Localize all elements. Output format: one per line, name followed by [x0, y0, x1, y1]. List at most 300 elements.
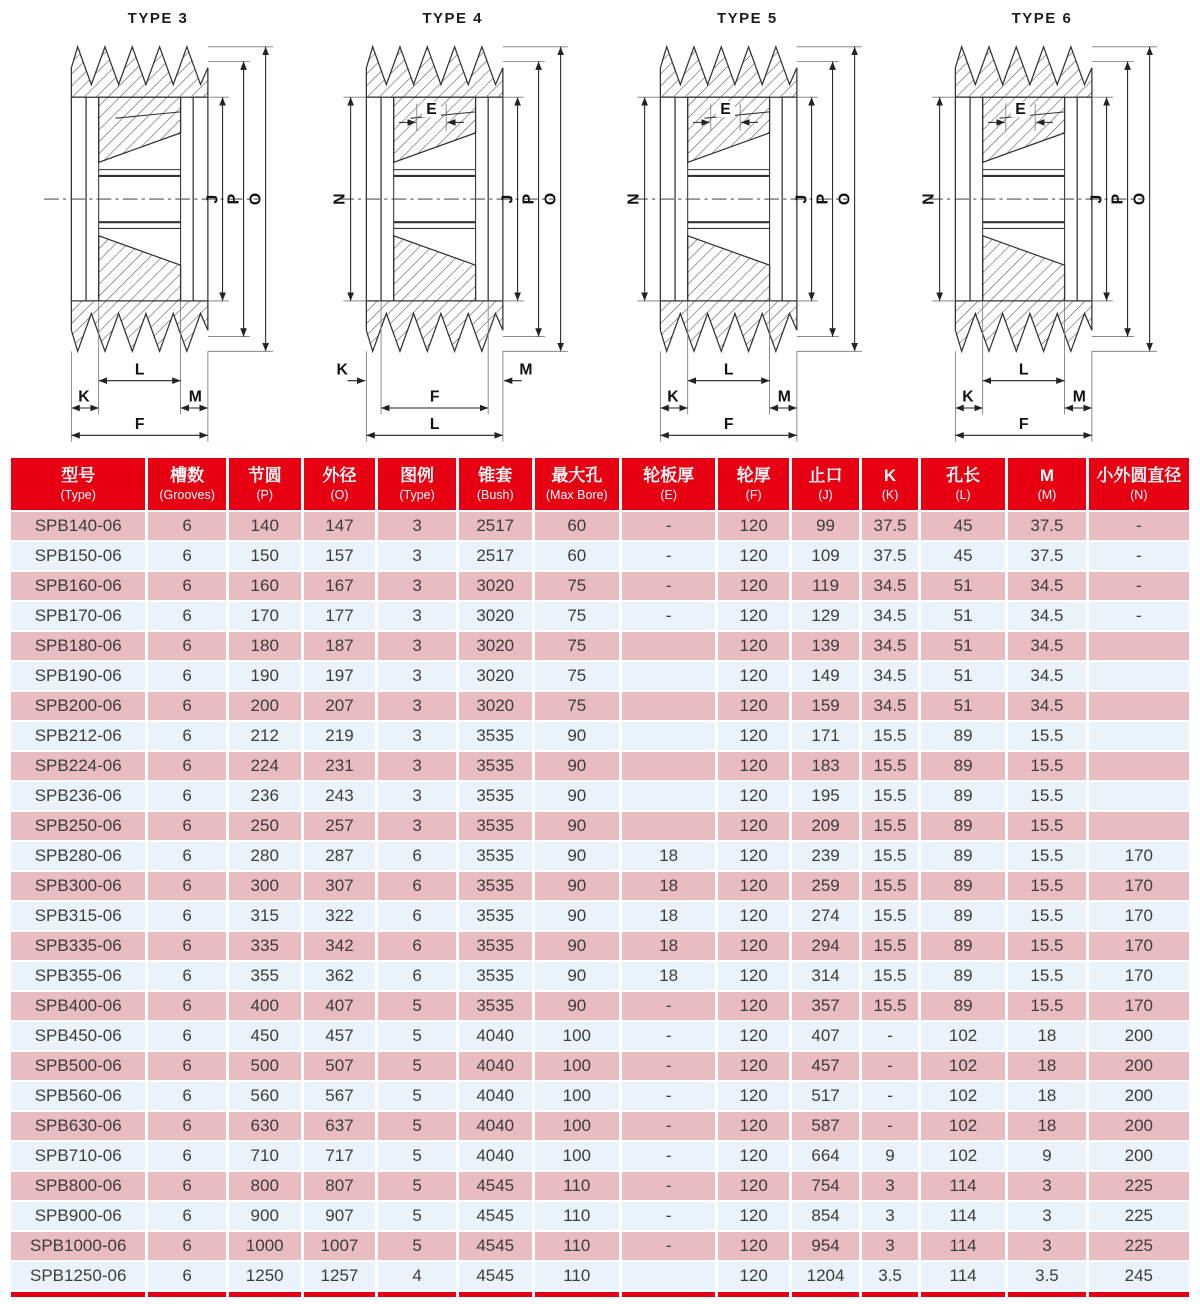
table-cell: 15.5	[862, 722, 918, 750]
table-cell: 6	[148, 1262, 225, 1290]
table-cell: 560	[229, 1082, 301, 1110]
table-cell: 954	[792, 1232, 859, 1260]
table-row	[11, 932, 1189, 960]
dim-label-F: F	[724, 416, 734, 434]
table-cell: 212	[229, 722, 301, 750]
table-cell: 6	[378, 932, 455, 960]
table-cell: 120	[718, 1082, 789, 1110]
table-cell: SPB710-06	[11, 1142, 145, 1170]
table-cell: 15.5	[1008, 782, 1085, 810]
table-cell: 120	[718, 722, 789, 750]
table-cell: 15.5	[1008, 812, 1085, 840]
table-cell: 294	[792, 932, 859, 960]
table-cell: 6	[148, 1112, 225, 1140]
table-cell: 6	[378, 902, 455, 930]
table-row	[11, 692, 1189, 720]
table-cell: 4040	[459, 1052, 532, 1080]
table-cell: 110	[535, 1202, 619, 1230]
pulley-cross-section-type4	[313, 30, 593, 450]
dim-label-N: N	[330, 193, 348, 205]
table-row	[11, 872, 1189, 900]
table-cell: 180	[229, 632, 301, 660]
table-cell: 6	[148, 782, 225, 810]
column-header-zh: 孔长	[946, 466, 981, 485]
table-cell: 167	[304, 572, 376, 600]
column-header-zh: M	[1039, 466, 1055, 485]
table-cell: -	[622, 512, 715, 540]
spec-table	[8, 456, 1192, 1299]
table-cell: 900	[229, 1202, 301, 1230]
table-cell: 15.5	[862, 902, 918, 930]
table-row	[11, 1262, 1189, 1290]
table-cell: 250	[229, 812, 301, 840]
table-row	[11, 782, 1189, 810]
table-cell: 407	[304, 992, 376, 1020]
table-cell: 630	[229, 1112, 301, 1140]
table-cell: 89	[921, 842, 1005, 870]
column-header-zh: K	[883, 466, 897, 485]
column-header-en: (Type)	[60, 488, 96, 502]
table-cell: 6	[378, 872, 455, 900]
table-cell: 15.5	[862, 752, 918, 780]
table-cell: -	[622, 1232, 715, 1260]
dim-label-F: F	[134, 416, 145, 434]
column-header-zh: 图例	[400, 466, 435, 485]
table-cell	[1089, 812, 1189, 840]
table-cell: 567	[304, 1082, 376, 1110]
spec-table-wrap	[0, 456, 1200, 1299]
table-cell: SPB150-06	[11, 542, 145, 570]
table-cell: 4545	[459, 1202, 532, 1230]
table-cell: -	[1089, 602, 1189, 630]
drawing-title: TYPE 3	[127, 10, 189, 27]
table-cell: 257	[304, 812, 376, 840]
table-cell: 170	[1089, 872, 1189, 900]
table-cell: 335	[229, 932, 301, 960]
table-cell: 34.5	[862, 662, 918, 690]
table-cell: 34.5	[1008, 632, 1085, 660]
table-cell: -	[1089, 512, 1189, 540]
table-cell: 6	[148, 872, 225, 900]
column-header-en: (Max Bore)	[545, 488, 608, 502]
strip-cell	[921, 1292, 1005, 1297]
column-header	[535, 458, 619, 510]
dim-label-O: O	[542, 192, 560, 206]
table-cell: 243	[304, 782, 376, 810]
table-cell: 274	[792, 902, 859, 930]
table-cell: 15.5	[862, 782, 918, 810]
table-cell: 15.5	[862, 932, 918, 960]
column-header-zh: 槽数	[170, 466, 205, 485]
table-cell: 3	[378, 782, 455, 810]
table-cell: SPB630-06	[11, 1112, 145, 1140]
table-cell: 3535	[459, 782, 532, 810]
table-cell: 120	[718, 512, 789, 540]
table-cell: SPB355-06	[11, 962, 145, 990]
table-cell: 1007	[304, 1232, 376, 1260]
column-header	[1089, 458, 1189, 510]
table-cell: 4545	[459, 1232, 532, 1260]
table-cell: 100	[535, 1052, 619, 1080]
table-cell: 60	[535, 542, 619, 570]
table-cell: 75	[535, 572, 619, 600]
table-cell: -	[862, 1082, 918, 1110]
table-cell: 89	[921, 752, 1005, 780]
table-cell: 5	[378, 1022, 455, 1050]
table-cell: 102	[921, 1022, 1005, 1050]
dim-label-O: O	[1131, 192, 1149, 206]
table-cell: 90	[535, 962, 619, 990]
table-cell: 907	[304, 1202, 376, 1230]
table-cell	[622, 782, 715, 810]
table-cell: 15.5	[862, 962, 918, 990]
table-row	[11, 632, 1189, 660]
table-cell: 114	[921, 1232, 1005, 1260]
table-row	[11, 812, 1189, 840]
table-cell: 34.5	[1008, 602, 1085, 630]
table-cell: -	[622, 1112, 715, 1140]
table-cell: 6	[148, 542, 225, 570]
table-cell: 3020	[459, 692, 532, 720]
table-cell: 6	[148, 812, 225, 840]
column-header-zh: 外径	[322, 466, 357, 485]
table-cell: 37.5	[1008, 542, 1085, 570]
table-cell: 15.5	[862, 812, 918, 840]
table-cell: 171	[792, 722, 859, 750]
table-cell: 195	[792, 782, 859, 810]
table-cell: 3	[378, 542, 455, 570]
table-cell: 15.5	[1008, 722, 1085, 750]
column-header-en: (E)	[660, 488, 677, 502]
table-cell: 3	[1008, 1172, 1085, 1200]
strip-cell	[1008, 1292, 1085, 1297]
technical-drawings-row	[0, 0, 1200, 450]
table-row	[11, 992, 1189, 1020]
table-cell: 89	[921, 962, 1005, 990]
table-cell: 15.5	[1008, 962, 1085, 990]
table-cell: 6	[378, 842, 455, 870]
dim-label-K: K	[78, 388, 90, 406]
table-cell: 507	[304, 1052, 376, 1080]
table-cell: 6	[148, 692, 225, 720]
table-cell: 355	[229, 962, 301, 990]
column-header-en: (O)	[330, 488, 349, 502]
table-cell: 457	[792, 1052, 859, 1080]
strip-cell	[459, 1292, 532, 1297]
table-cell: 89	[921, 902, 1005, 930]
table-cell: 3535	[459, 722, 532, 750]
table-cell: 3020	[459, 602, 532, 630]
table-cell: SPB280-06	[11, 842, 145, 870]
table-cell: 15.5	[1008, 902, 1085, 930]
table-cell: 102	[921, 1112, 1005, 1140]
table-cell: 6	[148, 572, 225, 600]
table-cell: 120	[718, 662, 789, 690]
table-cell: 120	[718, 632, 789, 660]
table-cell: 102	[921, 1082, 1005, 1110]
table-cell: 3	[862, 1172, 918, 1200]
table-cell: 183	[792, 752, 859, 780]
table-cell: 717	[304, 1142, 376, 1170]
table-cell: 1250	[229, 1262, 301, 1290]
table-cell	[1089, 782, 1189, 810]
table-cell: 517	[792, 1082, 859, 1110]
table-cell: 231	[304, 752, 376, 780]
strip-cell	[229, 1292, 301, 1297]
table-cell: 157	[304, 542, 376, 570]
strip-cell	[792, 1292, 859, 1297]
table-cell: -	[862, 1022, 918, 1050]
column-header-en: (Type)	[399, 488, 435, 502]
table-cell: SPB1000-06	[11, 1232, 145, 1260]
table-cell: 90	[535, 782, 619, 810]
table-cell: 3535	[459, 962, 532, 990]
table-cell: 3	[378, 662, 455, 690]
table-cell: 45	[921, 542, 1005, 570]
table-cell: 3535	[459, 932, 532, 960]
table-cell: SPB224-06	[11, 752, 145, 780]
dim-label-M: M	[1072, 388, 1086, 406]
table-cell: 6	[148, 992, 225, 1020]
table-cell: 710	[229, 1142, 301, 1170]
column-header-en: (L)	[955, 488, 971, 502]
table-cell: -	[622, 1052, 715, 1080]
dim-label-L: L	[134, 361, 145, 379]
table-cell: SPB450-06	[11, 1022, 145, 1050]
table-cell: 5	[378, 1112, 455, 1140]
table-row	[11, 1112, 1189, 1140]
table-cell: 6	[148, 842, 225, 870]
table-cell: 225	[1089, 1172, 1189, 1200]
table-cell: 15.5	[862, 842, 918, 870]
dim-label-L: L	[1018, 361, 1029, 379]
table-cell: 102	[921, 1052, 1005, 1080]
table-cell: 120	[718, 1142, 789, 1170]
table-row	[11, 902, 1189, 930]
column-header	[304, 458, 376, 510]
column-header	[622, 458, 715, 510]
table-cell: 307	[304, 872, 376, 900]
strip-cell	[622, 1292, 715, 1297]
table-cell: -	[622, 1202, 715, 1230]
table-cell: 34.5	[862, 692, 918, 720]
strip-cell	[862, 1292, 918, 1297]
table-cell: 51	[921, 572, 1005, 600]
column-header-zh: 最大孔	[551, 466, 603, 485]
table-cell: SPB200-06	[11, 692, 145, 720]
table-cell: 51	[921, 692, 1005, 720]
table-cell: 6	[148, 632, 225, 660]
column-header	[11, 458, 145, 510]
dim-label-F: F	[429, 388, 440, 406]
table-cell: 102	[921, 1142, 1005, 1170]
table-cell: SPB800-06	[11, 1172, 145, 1200]
table-cell: 170	[1089, 902, 1189, 930]
table-cell: 6	[148, 1172, 225, 1200]
column-header	[1008, 458, 1085, 510]
table-cell: 37.5	[862, 512, 918, 540]
table-cell: 90	[535, 752, 619, 780]
table-cell: 18	[1008, 1112, 1085, 1140]
table-cell: 159	[792, 692, 859, 720]
table-cell: 90	[535, 992, 619, 1020]
table-cell: 3	[378, 512, 455, 540]
strip-cell	[718, 1292, 789, 1297]
table-cell: 3.5	[862, 1262, 918, 1290]
column-header	[378, 458, 455, 510]
table-cell: 3535	[459, 992, 532, 1020]
table-cell: 120	[718, 542, 789, 570]
table-cell: 51	[921, 632, 1005, 660]
dim-label-F: F	[1018, 416, 1029, 434]
table-cell: 3020	[459, 662, 532, 690]
table-cell: 3	[862, 1232, 918, 1260]
dim-label-N: N	[625, 193, 643, 205]
drawing-title: TYPE 4	[422, 10, 483, 27]
table-cell: 4040	[459, 1112, 532, 1140]
dim-label-M: M	[188, 388, 202, 406]
table-cell: 120	[718, 782, 789, 810]
table-bottom-strip	[11, 1292, 1189, 1297]
table-cell: 3020	[459, 632, 532, 660]
table-row	[11, 752, 1189, 780]
dim-label-E: E	[1015, 101, 1026, 118]
column-header-en: (J)	[818, 488, 833, 502]
table-cell: 120	[718, 1052, 789, 1080]
table-cell: SPB315-06	[11, 902, 145, 930]
column-header	[459, 458, 532, 510]
column-header	[718, 458, 789, 510]
table-cell: 3	[378, 692, 455, 720]
dim-label-E: E	[720, 101, 732, 118]
table-cell: 120	[718, 932, 789, 960]
table-cell: 6	[148, 722, 225, 750]
table-cell: 3	[1008, 1202, 1085, 1230]
dim-label-P: P	[814, 193, 832, 205]
table-cell: 15.5	[862, 872, 918, 900]
table-cell: 110	[535, 1232, 619, 1260]
table-cell: 2517	[459, 512, 532, 540]
table-cell: 362	[304, 962, 376, 990]
table-cell	[1089, 692, 1189, 720]
column-header-en: (Grooves)	[159, 488, 215, 502]
table-cell: 225	[1089, 1202, 1189, 1230]
table-cell: 149	[792, 662, 859, 690]
table-cell: 200	[1089, 1022, 1189, 1050]
table-cell: 4040	[459, 1142, 532, 1170]
table-cell: 75	[535, 662, 619, 690]
table-cell: SPB1250-06	[11, 1262, 145, 1290]
table-cell: 3535	[459, 872, 532, 900]
table-cell: 34.5	[1008, 662, 1085, 690]
column-header-zh: 锥套	[478, 466, 513, 485]
table-cell: 120	[718, 1262, 789, 1290]
table-cell: 587	[792, 1112, 859, 1140]
table-cell: 225	[1089, 1232, 1189, 1260]
table-cell: SPB236-06	[11, 782, 145, 810]
table-cell: 150	[229, 542, 301, 570]
table-cell: SPB250-06	[11, 812, 145, 840]
table-cell: 34.5	[862, 602, 918, 630]
table-row	[11, 512, 1189, 540]
drawing-panel-type6	[898, 2, 1186, 450]
column-header	[921, 458, 1005, 510]
table-cell: 322	[304, 902, 376, 930]
table-cell: 315	[229, 902, 301, 930]
drawing-title: TYPE 6	[1011, 10, 1073, 27]
table-cell: 110	[535, 1172, 619, 1200]
dim-label-N: N	[920, 193, 938, 205]
table-cell: 120	[718, 692, 789, 720]
table-cell: SPB335-06	[11, 932, 145, 960]
table-cell: 314	[792, 962, 859, 990]
table-cell: 407	[792, 1022, 859, 1050]
strip-cell	[1089, 1292, 1189, 1297]
table-cell: 139	[792, 632, 859, 660]
table-cell: 60	[535, 512, 619, 540]
table-cell: 37.5	[862, 542, 918, 570]
table-cell: 245	[1089, 1262, 1189, 1290]
drawing-title: TYPE 5	[716, 10, 778, 27]
table-cell: SPB180-06	[11, 632, 145, 660]
table-cell: 457	[304, 1022, 376, 1050]
table-cell: 109	[792, 542, 859, 570]
table-cell: 6	[148, 512, 225, 540]
dim-label-L: L	[724, 361, 734, 379]
table-cell: 200	[1089, 1142, 1189, 1170]
table-cell: 224	[229, 752, 301, 780]
table-cell: 197	[304, 662, 376, 690]
table-cell	[622, 632, 715, 660]
dim-label-P: P	[1109, 193, 1127, 205]
table-cell: 854	[792, 1202, 859, 1230]
table-cell: 34.5	[862, 632, 918, 660]
table-row	[11, 1052, 1189, 1080]
table-cell	[1089, 662, 1189, 690]
table-cell: 200	[229, 692, 301, 720]
table-cell: 3	[378, 812, 455, 840]
table-cell: 89	[921, 932, 1005, 960]
table-cell: 5	[378, 1232, 455, 1260]
table-cell: 450	[229, 1022, 301, 1050]
column-header-zh: 止口	[808, 466, 843, 485]
table-cell: 200	[1089, 1112, 1189, 1140]
table-row	[11, 1232, 1189, 1260]
table-cell: 34.5	[1008, 572, 1085, 600]
table-cell: 18	[1008, 1022, 1085, 1050]
table-cell: 89	[921, 812, 1005, 840]
table-cell: 120	[718, 1202, 789, 1230]
column-header-en: (Bush)	[476, 488, 514, 502]
pulley-cross-section-type5	[607, 30, 887, 450]
table-cell: 3	[378, 722, 455, 750]
column-header	[229, 458, 301, 510]
table-cell: 4545	[459, 1262, 532, 1290]
table-cell: 3	[1008, 1232, 1085, 1260]
dim-label-J: J	[204, 194, 222, 204]
table-cell: 4545	[459, 1172, 532, 1200]
table-cell: 5	[378, 1172, 455, 1200]
table-cell: SPB140-06	[11, 512, 145, 540]
table-cell: 239	[792, 842, 859, 870]
table-cell: SPB300-06	[11, 872, 145, 900]
table-cell: 280	[229, 842, 301, 870]
table-cell: 89	[921, 782, 1005, 810]
table-cell: 9	[1008, 1142, 1085, 1170]
table-cell: -	[1089, 542, 1189, 570]
table-cell: SPB212-06	[11, 722, 145, 750]
pulley-cross-section-type3	[18, 30, 298, 450]
